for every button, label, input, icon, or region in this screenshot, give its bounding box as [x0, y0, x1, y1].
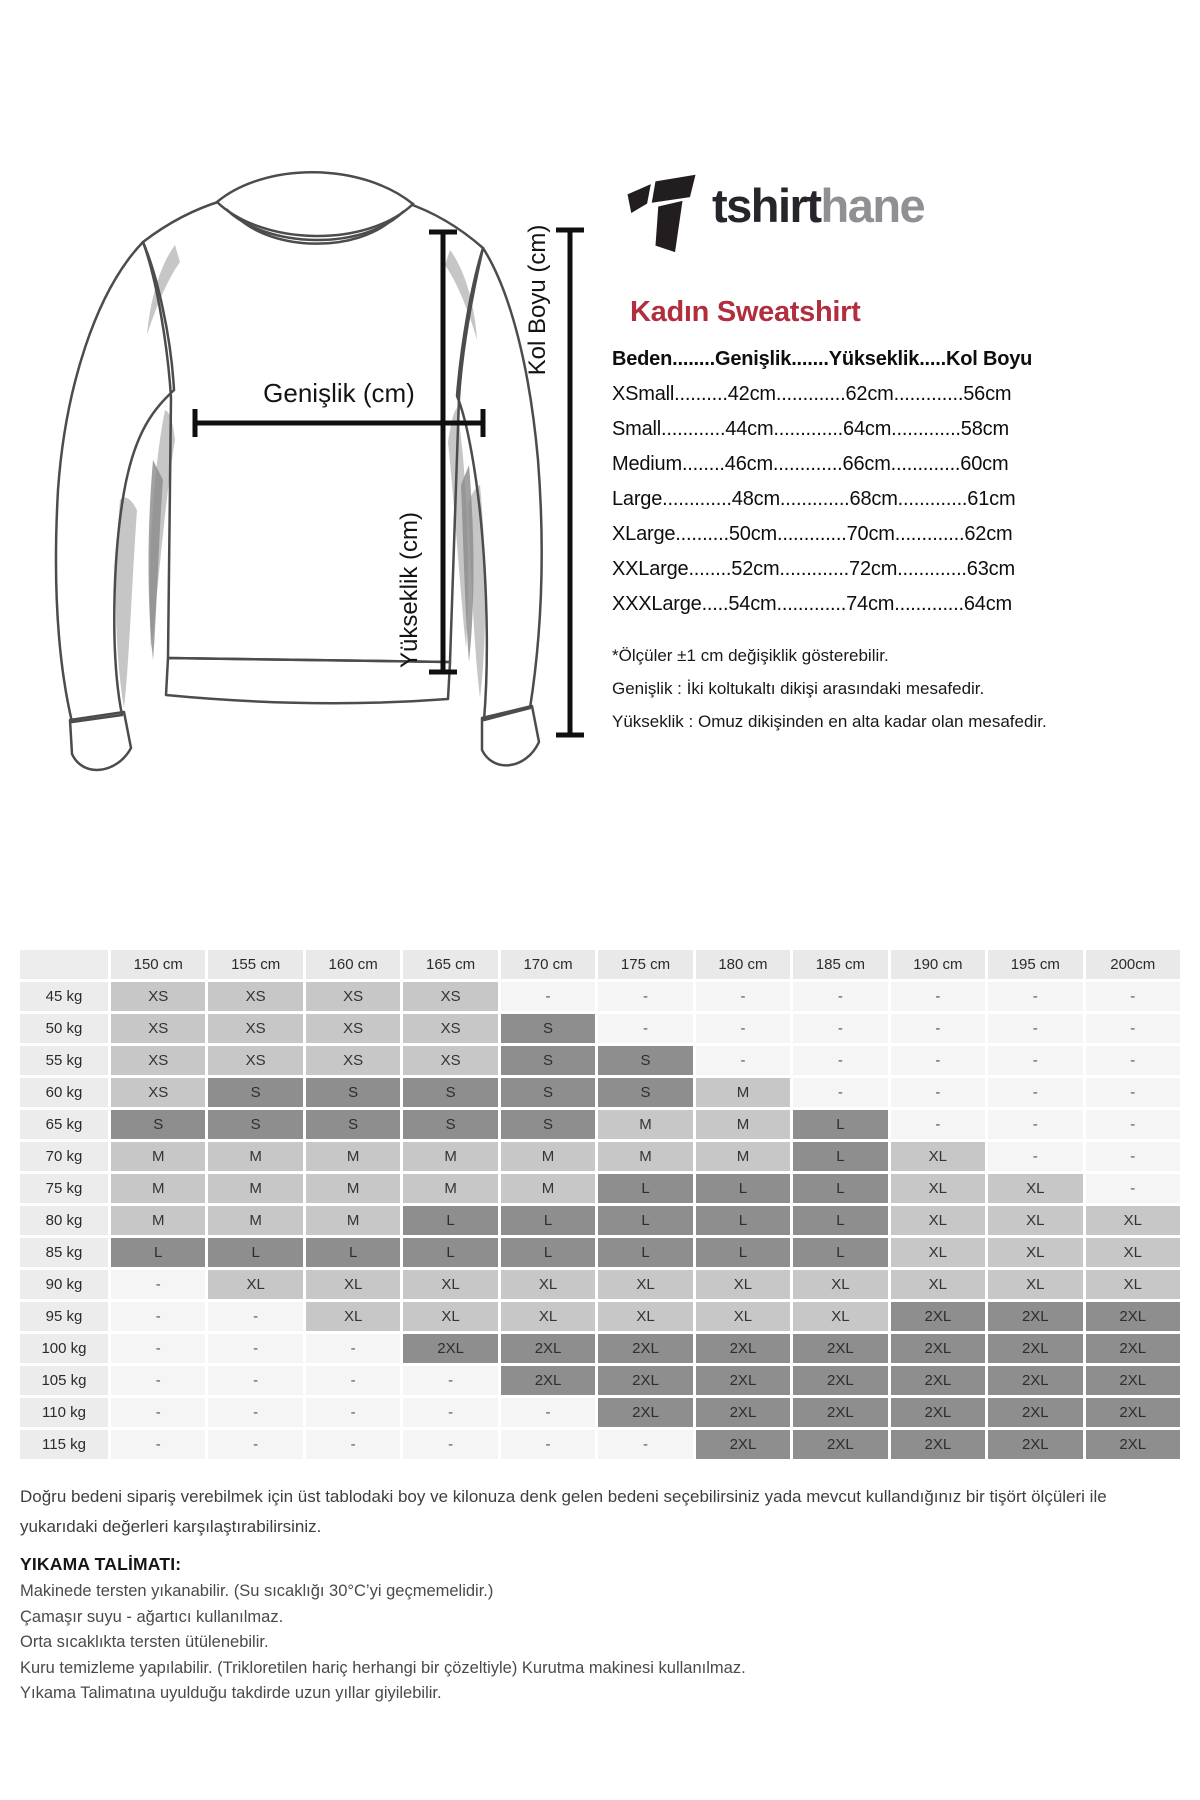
matrix-size-cell: L [306, 1238, 400, 1267]
matrix-size-cell: S [403, 1078, 497, 1107]
matrix-size-cell: - [306, 1366, 400, 1395]
leader-dots: ............. [894, 593, 964, 615]
size-table-sleeve: 62cm [964, 523, 1013, 545]
matrix-size-cell: 2XL [598, 1366, 692, 1395]
matrix-weight-label: 80 kg [20, 1206, 108, 1235]
size-table-row [612, 552, 1022, 587]
leader-dots: ............. [773, 418, 844, 440]
size-notes [612, 646, 1047, 745]
matrix-size-cell: S [306, 1110, 400, 1139]
size-table-height: 74cm [846, 593, 895, 615]
product-title: Kadın Sweatshirt [630, 296, 861, 328]
matrix-size-cell: L [501, 1238, 595, 1267]
matrix-size-cell: XS [403, 1046, 497, 1075]
matrix-size-cell: XL [306, 1302, 400, 1331]
matrix-size-cell: 2XL [598, 1398, 692, 1427]
size-table-width: 46cm [724, 453, 773, 475]
matrix-size-cell: 2XL [891, 1302, 985, 1331]
matrix-size-cell: - [696, 982, 790, 1011]
size-table-row [612, 482, 1022, 517]
matrix-size-cell: XS [111, 982, 205, 1011]
leader-dots: ..... [701, 593, 729, 615]
matrix-size-cell: XL [793, 1270, 887, 1299]
matrix-size-cell: S [501, 1046, 595, 1075]
size-table-width: 48cm [731, 488, 780, 510]
matrix-size-cell: - [988, 1142, 1082, 1171]
matrix-size-cell: S [598, 1078, 692, 1107]
matrix-size-cell: L [208, 1238, 302, 1267]
matrix-size-cell: L [696, 1238, 790, 1267]
brand-wordmark-light: hane [820, 179, 925, 232]
matrix-size-cell: L [696, 1174, 790, 1203]
leader-dots: ............. [779, 558, 850, 580]
matrix-size-cell: - [988, 1014, 1082, 1043]
washing-instruction: Kuru temizleme yapılabilir. (Trikloretilen hariç herhangi bir çözeltiyle) Kurutma makinesi kullanılmaz. [20, 1658, 746, 1677]
washing-instruction: Yıkama Talimatına uyulduğu takdirde uzun yıllar giyilebilir. [20, 1684, 442, 1702]
matrix-size-cell: XL [891, 1270, 985, 1299]
matrix-size-cell: XL [891, 1174, 985, 1203]
matrix-height-header: 165 cm [403, 950, 497, 979]
washing-instruction: Makinede tersten yıkanabilir. (Su sıcaklığı 30°C’yi geçmemelidir.) [20, 1582, 494, 1600]
matrix-size-cell: - [891, 1078, 985, 1107]
matrix-weight-label: 110 kg [20, 1398, 108, 1427]
leader-dots: ............. [775, 383, 846, 405]
matrix-size-cell: - [891, 1046, 985, 1075]
matrix-size-cell: XS [403, 1014, 497, 1043]
matrix-size-cell: 2XL [793, 1366, 887, 1395]
matrix-size-cell: 2XL [988, 1334, 1082, 1363]
matrix-size-cell: XS [111, 1046, 205, 1075]
matrix-size-cell: - [793, 1046, 887, 1075]
matrix-size-cell: - [1086, 1046, 1180, 1075]
matrix-size-cell: - [1086, 1142, 1180, 1171]
matrix-size-cell: - [111, 1366, 205, 1395]
matrix-size-cell: M [111, 1206, 205, 1235]
matrix-size-cell: - [793, 982, 887, 1011]
matrix-weight-label: 100 kg [20, 1334, 108, 1363]
size-table-width: 50cm [728, 523, 777, 545]
size-table-header [612, 342, 1033, 377]
matrix-size-cell: 2XL [1086, 1334, 1180, 1363]
matrix-size-cell: M [306, 1174, 400, 1203]
matrix-size-cell: M [696, 1110, 790, 1139]
size-table-rows [612, 377, 1022, 622]
matrix-size-cell: - [1086, 982, 1180, 1011]
size-table-row [612, 447, 1022, 482]
matrix-size-cell: 2XL [891, 1430, 985, 1459]
size-table-size: XLarge [612, 523, 676, 545]
matrix-size-cell: XL [501, 1270, 595, 1299]
leader-dots: ....... [791, 348, 829, 370]
size-table-row [612, 587, 1022, 622]
matrix-height-header: 175 cm [598, 950, 692, 979]
matrix-size-cell: M [598, 1110, 692, 1139]
matrix-size-cell: - [1086, 1110, 1180, 1139]
matrix-size-cell: L [793, 1206, 887, 1235]
matrix-size-cell: 2XL [501, 1366, 595, 1395]
size-table-size: Small [612, 418, 662, 440]
matrix-size-cell: - [988, 1046, 1082, 1075]
matrix-size-cell: - [696, 1046, 790, 1075]
brand-wordmark-bold: tshirt [712, 179, 821, 232]
matrix-size-cell: M [208, 1142, 302, 1171]
washing-lines [20, 1582, 746, 1710]
matrix-size-cell: L [403, 1238, 497, 1267]
matrix-height-header: 150 cm [111, 950, 205, 979]
leader-dots: ............. [890, 453, 961, 475]
matrix-size-cell: 2XL [793, 1430, 887, 1459]
matrix-height-header: 160 cm [306, 950, 400, 979]
matrix-size-cell: M [501, 1142, 595, 1171]
matrix-size-cell: L [501, 1206, 595, 1235]
matrix-size-cell: 2XL [988, 1302, 1082, 1331]
leader-dots: ............. [891, 418, 961, 440]
matrix-height-header: 180 cm [696, 950, 790, 979]
leader-dots: ........ [681, 453, 725, 475]
matrix-size-cell: 2XL [1086, 1398, 1180, 1427]
height-measure-label: Yükseklik (cm) [396, 511, 423, 669]
matrix-size-cell: L [111, 1238, 205, 1267]
matrix-size-cell: XL [793, 1302, 887, 1331]
size-table-sleeve: 64cm [963, 593, 1012, 615]
matrix-size-cell: 2XL [891, 1398, 985, 1427]
matrix-size-cell: S [208, 1110, 302, 1139]
matrix-size-cell: - [111, 1398, 205, 1427]
matrix-size-cell: M [208, 1206, 302, 1235]
size-note: Genişlik : İki koltukaltı dikişi arasındaki mesafedir. [612, 679, 985, 698]
matrix-size-cell: 2XL [1086, 1302, 1180, 1331]
matrix-size-cell: - [111, 1334, 205, 1363]
matrix-size-cell: XS [403, 982, 497, 1011]
washing-instruction: Çamaşır suyu - ağartıcı kullanılmaz. [20, 1607, 284, 1626]
matrix-size-cell: - [988, 1078, 1082, 1107]
size-table-row [612, 377, 1022, 412]
matrix-weight-label: 75 kg [20, 1174, 108, 1203]
matrix-size-cell: - [501, 1430, 595, 1459]
matrix-size-cell: - [793, 1014, 887, 1043]
matrix-height-header: 200cm [1086, 950, 1180, 979]
matrix-size-cell: XS [208, 1046, 302, 1075]
size-table-header-kolboyu: Kol Boyu [946, 348, 1033, 370]
matrix-size-cell: XL [891, 1238, 985, 1267]
matrix-size-cell: - [696, 1014, 790, 1043]
matrix-size-cell: L [598, 1206, 692, 1235]
matrix-weight-label: 50 kg [20, 1014, 108, 1043]
leader-dots: ............. [897, 558, 967, 580]
matrix-size-cell: 2XL [891, 1366, 985, 1395]
matrix-weight-label: 65 kg [20, 1110, 108, 1139]
size-table-height: 70cm [846, 523, 895, 545]
matrix-weight-label: 115 kg [20, 1430, 108, 1459]
matrix-size-cell: XL [208, 1270, 302, 1299]
matrix-size-cell: XL [1086, 1270, 1180, 1299]
matrix-size-cell: - [403, 1366, 497, 1395]
matrix-size-cell: - [598, 1014, 692, 1043]
matrix-size-cell: M [598, 1142, 692, 1171]
matrix-size-cell: L [696, 1206, 790, 1235]
matrix-size-cell: - [891, 1014, 985, 1043]
size-table-sleeve: 61cm [967, 488, 1016, 510]
matrix-size-cell: - [208, 1302, 302, 1331]
matrix-weight-label: 60 kg [20, 1078, 108, 1107]
matrix-size-cell: - [208, 1398, 302, 1427]
matrix-corner-cell [20, 950, 108, 979]
leader-dots: ..... [919, 348, 946, 370]
matrix-size-cell: 2XL [403, 1334, 497, 1363]
leader-dots: ........ [672, 348, 715, 370]
matrix-size-cell: XL [1086, 1238, 1180, 1267]
matrix-size-cell: - [598, 1430, 692, 1459]
sweatshirt-measurement-diagram [25, 150, 600, 795]
matrix-size-cell: 2XL [696, 1430, 790, 1459]
leader-dots: ............. [772, 453, 843, 475]
matrix-size-cell: - [306, 1334, 400, 1363]
matrix-size-cell: XL [696, 1302, 790, 1331]
sleeve-measure-label: Kol Boyu (cm) [524, 224, 551, 376]
matrix-size-cell: L [403, 1206, 497, 1235]
matrix-size-cell: XL [988, 1238, 1082, 1267]
matrix-size-cell: 2XL [988, 1430, 1082, 1459]
size-table-row [612, 412, 1022, 447]
matrix-size-cell: - [306, 1430, 400, 1459]
size-table-size: Large [612, 488, 663, 510]
matrix-size-cell: - [111, 1430, 205, 1459]
matrix-height-header: 155 cm [208, 950, 302, 979]
matrix-size-cell: XL [598, 1302, 692, 1331]
matrix-weight-label: 55 kg [20, 1046, 108, 1075]
matrix-size-cell: - [1086, 1078, 1180, 1107]
matrix-height-header: 185 cm [793, 950, 887, 979]
matrix-size-cell: 2XL [598, 1334, 692, 1363]
size-table-size: XSmall [612, 383, 675, 405]
matrix-size-cell: 2XL [793, 1334, 887, 1363]
matrix-size-cell: M [403, 1142, 497, 1171]
matrix-size-cell: S [501, 1078, 595, 1107]
matrix-height-header: 190 cm [891, 950, 985, 979]
matrix-size-cell: - [988, 982, 1082, 1011]
matrix-size-cell: XL [696, 1270, 790, 1299]
washing-instruction: Orta sıcaklıkta tersten ütülenebilir. [20, 1633, 269, 1651]
matrix-size-cell: XS [208, 1014, 302, 1043]
matrix-size-cell: XS [111, 1014, 205, 1043]
matrix-size-cell: 2XL [1086, 1366, 1180, 1395]
size-table-header-beden: Beden [612, 348, 673, 370]
matrix-size-cell: XL [598, 1270, 692, 1299]
matrix-size-cell: M [111, 1174, 205, 1203]
matrix-size-cell: 2XL [793, 1398, 887, 1427]
size-note: Yükseklik : Omuz dikişinden en alta kadar olan mesafedir. [612, 712, 1047, 731]
matrix-size-cell: M [208, 1174, 302, 1203]
leader-dots: ............. [776, 593, 847, 615]
matrix-weight-label: 90 kg [20, 1270, 108, 1299]
size-table-header-genislik: Genişlik [714, 348, 792, 370]
size-table-sleeve: 63cm [966, 558, 1015, 580]
matrix-size-cell: - [403, 1430, 497, 1459]
size-table-width: 52cm [731, 558, 780, 580]
matrix-size-cell: M [696, 1142, 790, 1171]
matrix-size-cell: M [111, 1142, 205, 1171]
matrix-size-cell: M [306, 1206, 400, 1235]
matrix-size-cell: S [501, 1110, 595, 1139]
size-table-row [612, 517, 1022, 552]
size-table-sleeve: 56cm [963, 383, 1012, 405]
size-table-sleeve: 60cm [960, 453, 1009, 475]
matrix-size-cell: 2XL [696, 1334, 790, 1363]
matrix-size-cell: - [501, 1398, 595, 1427]
matrix-size-cell: - [306, 1398, 400, 1427]
matrix-size-cell: XL [988, 1206, 1082, 1235]
matrix-size-cell: XL [1086, 1206, 1180, 1235]
leader-dots: ........ [688, 558, 732, 580]
sizing-help-text: Doğru bedeni sipariş verebilmek için üst tablodaki boy ve kilonuza denk gelen bedeni seçebilirsiniz yada mevcut kullandığınız bir tişört ölçüleri ile yukarıdaki değerleri karşılaştırabilirsiniz. [20, 1487, 1107, 1536]
matrix-size-cell: - [891, 1110, 985, 1139]
matrix-size-cell: 2XL [696, 1398, 790, 1427]
matrix-size-cell: 2XL [988, 1366, 1082, 1395]
leader-dots: ............. [776, 523, 847, 545]
matrix-size-cell: M [403, 1174, 497, 1203]
leader-dots: ............. [662, 488, 732, 510]
size-table-sleeve: 58cm [960, 418, 1009, 440]
matrix-size-cell: XL [501, 1302, 595, 1331]
size-table-width: 44cm [725, 418, 774, 440]
matrix-weight-label: 45 kg [20, 982, 108, 1011]
matrix-size-cell: L [793, 1142, 887, 1171]
matrix-size-cell: S [598, 1046, 692, 1075]
matrix-size-cell: XL [306, 1270, 400, 1299]
matrix-size-cell: XL [891, 1142, 985, 1171]
matrix-size-cell: - [111, 1270, 205, 1299]
matrix-height-header: 170 cm [501, 950, 595, 979]
leader-dots: ............. [779, 488, 850, 510]
size-table-size: XXXLarge [612, 593, 702, 615]
matrix-size-cell: XL [403, 1270, 497, 1299]
matrix-size-cell: S [208, 1078, 302, 1107]
matrix-size-cell: - [208, 1430, 302, 1459]
matrix-size-cell: - [1086, 1014, 1180, 1043]
size-table-width: 54cm [728, 593, 777, 615]
leader-dots: ............. [894, 523, 965, 545]
matrix-weight-label: 85 kg [20, 1238, 108, 1267]
leader-dots: ............ [661, 418, 726, 440]
matrix-size-cell: - [111, 1302, 205, 1331]
tshirthane-logo-icon [624, 172, 700, 254]
matrix-size-cell: 2XL [891, 1334, 985, 1363]
matrix-size-cell: XS [306, 1014, 400, 1043]
collar [217, 172, 413, 243]
washing-instructions-heading: YIKAMA TALİMATI: [20, 1554, 182, 1574]
matrix-size-cell: XS [306, 982, 400, 1011]
matrix-size-cell: - [988, 1110, 1082, 1139]
matrix-size-cell: S [403, 1110, 497, 1139]
leader-dots: ............. [897, 488, 968, 510]
size-table-height: 68cm [849, 488, 898, 510]
matrix-height-header: 195 cm [988, 950, 1082, 979]
matrix-size-cell: M [696, 1078, 790, 1107]
matrix-size-cell: - [598, 982, 692, 1011]
leader-dots: ............. [893, 383, 964, 405]
size-table-size: XXLarge [612, 558, 689, 580]
size-table [612, 342, 1033, 622]
width-measure-label: Genişlik (cm) [263, 378, 415, 408]
leader-dots: .......... [674, 383, 728, 405]
matrix-size-cell: L [598, 1174, 692, 1203]
matrix-size-cell: - [501, 982, 595, 1011]
size-matrix [20, 950, 1180, 1459]
brand-wordmark [712, 178, 924, 233]
matrix-size-cell: L [793, 1238, 887, 1267]
matrix-size-cell: XL [988, 1270, 1082, 1299]
matrix-size-cell: 2XL [501, 1334, 595, 1363]
size-table-width: 42cm [727, 383, 776, 405]
matrix-weight-label: 70 kg [20, 1142, 108, 1171]
matrix-size-cell: XS [111, 1078, 205, 1107]
matrix-size-cell: S [306, 1078, 400, 1107]
matrix-weight-label: 105 kg [20, 1366, 108, 1395]
matrix-size-cell: - [793, 1078, 887, 1107]
matrix-size-cell: XS [208, 982, 302, 1011]
matrix-size-cell: S [111, 1110, 205, 1139]
matrix-size-cell: XL [891, 1206, 985, 1235]
matrix-size-cell: 2XL [696, 1366, 790, 1395]
size-table-height: 66cm [842, 453, 891, 475]
matrix-size-cell: 2XL [988, 1398, 1082, 1427]
matrix-size-cell: L [598, 1238, 692, 1267]
size-table-header-yukseklik: Yükseklik [828, 348, 920, 370]
size-table-size: Medium [612, 453, 682, 475]
matrix-size-cell: - [208, 1366, 302, 1395]
matrix-size-cell: L [793, 1110, 887, 1139]
matrix-weight-label: 95 kg [20, 1302, 108, 1331]
matrix-size-cell: - [208, 1334, 302, 1363]
matrix-size-cell: S [501, 1014, 595, 1043]
matrix-size-cell: M [306, 1142, 400, 1171]
matrix-size-cell: - [891, 982, 985, 1011]
matrix-size-cell: XL [403, 1302, 497, 1331]
matrix-size-cell: L [793, 1174, 887, 1203]
matrix-size-cell: XS [306, 1046, 400, 1075]
size-note: *Ölçüler ±1 cm değişiklik gösterebilir. [612, 646, 889, 665]
size-table-height: 72cm [849, 558, 898, 580]
leader-dots: .......... [675, 523, 729, 545]
size-table-height: 64cm [843, 418, 892, 440]
matrix-size-cell: M [501, 1174, 595, 1203]
matrix-size-cell: - [403, 1398, 497, 1427]
matrix-size-cell: - [1086, 1174, 1180, 1203]
matrix-size-cell: XL [988, 1174, 1082, 1203]
size-table-height: 62cm [845, 383, 894, 405]
matrix-size-cell: 2XL [1086, 1430, 1180, 1459]
